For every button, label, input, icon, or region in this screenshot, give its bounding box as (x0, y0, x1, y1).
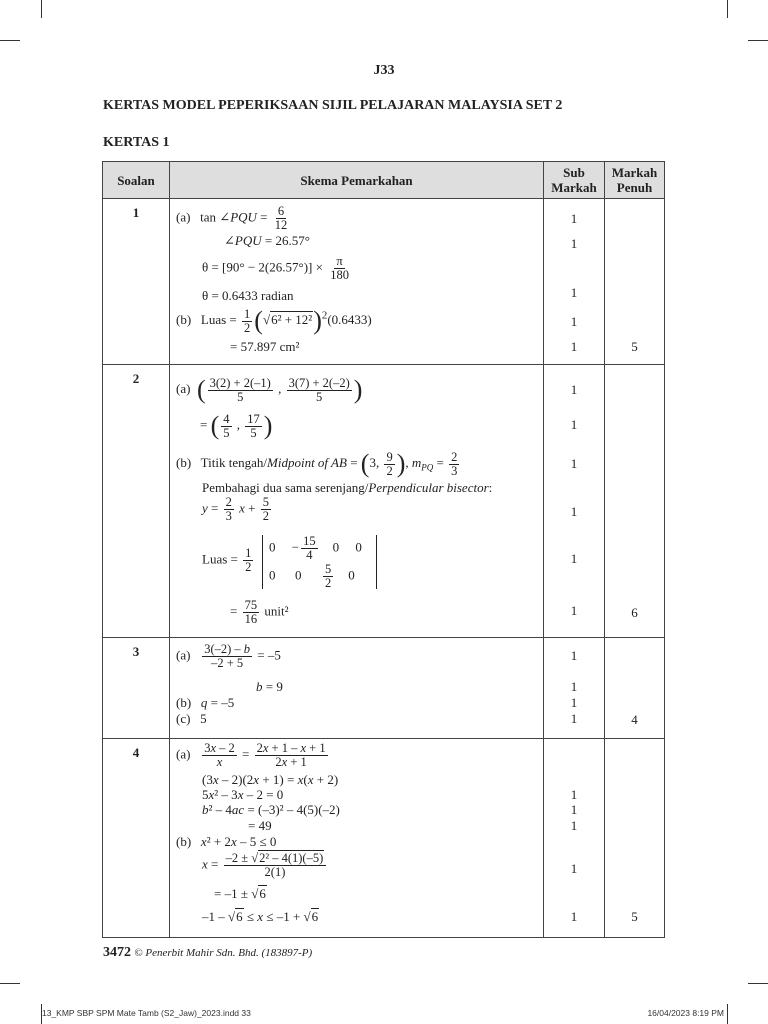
full-mark: 5 (631, 339, 638, 354)
step: (a) ( $\frac{3(2) + 2(-1)}{5}$ , $\frac{3(7) + 2(-2)}{5}$ ) (176, 375, 363, 404)
step: 5x² – 3x – 2 = 0 (202, 787, 284, 802)
sub-mark: 1 (570, 787, 578, 802)
step: (b) Titik tengah/Midpoint of AB = (3, $\frac{9}{2}$ ), $m_{PQ}$ = $\frac{2}{3}$ (176, 449, 458, 478)
step: –1 – √6 ≤ x ≤ –1 + √6 (202, 909, 319, 924)
crop-mark (727, 1004, 728, 1024)
crop-mark (0, 40, 20, 41)
header-soalan: Soalan (103, 162, 170, 199)
step: (a) $\frac{3(-2) - b}{-2 + 5}$ = –5 (176, 642, 281, 670)
step: = $\frac{75}{16}$ unit² (230, 598, 289, 626)
table-row (103, 199, 665, 365)
sub-mark: 1 (570, 802, 578, 817)
crop-mark (41, 0, 42, 18)
header-markah-penuh: Markah Penuh (605, 162, 665, 199)
sub-mark-cell (544, 365, 605, 638)
sub-mark: 1 (570, 695, 578, 710)
table-row (103, 638, 665, 739)
crop-mark (748, 40, 768, 41)
page-code: J33 (373, 63, 395, 78)
step: (b) q = –5 (176, 695, 235, 710)
full-mark-cell (605, 739, 665, 938)
step: (a) $\frac{3x - 2}{x}$ = $\frac{2x + 1 - x + 1}{2x + 1}$ (176, 741, 326, 769)
sub-mark: 1 (570, 648, 578, 663)
step: = 57.897 cm² (230, 339, 300, 354)
sub-mark: 1 (570, 314, 578, 329)
print-date-info: 16/04/2023 8:19 PM (647, 1008, 724, 1018)
scheme-cell (170, 199, 544, 365)
step: (a) tan ∠PQU = $\frac{6}{12}$ (176, 204, 288, 232)
sub-mark: 1 (570, 909, 578, 924)
step: y = $\frac{2}{3}$ x + $\frac{5}{2}$ (202, 495, 269, 523)
copyright-text: © Penerbit Mahir Sdn. Bhd. (183897-P) (134, 947, 313, 959)
question-number: 2 (103, 365, 170, 638)
step: 0 0 $\frac{5}{2}$ 0 (269, 562, 355, 590)
sub-mark-cell (544, 638, 605, 739)
question-number: 1 (103, 199, 170, 365)
step: (b) Luas = $\frac{1}{2}$ $(√6^2 + 12^2)^2(0.6433)$ (176, 306, 372, 335)
sub-mark: 1 (570, 711, 578, 726)
sub-mark: 1 (570, 818, 578, 833)
crop-mark (0, 983, 20, 984)
sub-mark: 1 (570, 236, 578, 251)
page-footer (103, 944, 312, 961)
table-row (103, 365, 665, 638)
sub-mark-cell (544, 199, 605, 365)
full-mark: 5 (631, 909, 638, 924)
page-number: 3472 (103, 945, 131, 960)
question-number: 4 (103, 739, 170, 938)
step: = 49 (248, 818, 272, 833)
sub-mark: 1 (570, 417, 578, 432)
crop-mark (748, 983, 768, 984)
crop-mark (727, 0, 728, 18)
header-skema: Skema Pemarkahan (170, 162, 544, 199)
sub-mark-cell (544, 739, 605, 938)
sub-mark: 1 (570, 285, 578, 300)
full-mark: 6 (631, 605, 638, 620)
step: b = 9 (256, 679, 283, 694)
step: = –1 ± √6 (214, 886, 266, 901)
step: Luas = $\frac{1}{2}$ (202, 546, 252, 574)
table-row (103, 739, 665, 938)
full-mark-cell (605, 638, 665, 739)
step: x = $\frac{\text{–2 ± √2² – 4(1)(–5)}}{2(1)}$ (202, 852, 328, 879)
determinant-bar (376, 535, 377, 589)
step: Pembahagi dua sama serenjang/Perpendicular bisector: (202, 480, 493, 495)
scheme-cell (170, 739, 544, 938)
sub-mark: 1 (570, 211, 578, 226)
scheme-cell (170, 365, 544, 638)
sub-mark: 1 (570, 679, 578, 694)
marking-scheme-table (102, 161, 665, 938)
step: θ = [90° − 2(26.57°)] × $\frac{\pi}{180}$ (202, 254, 349, 282)
step: b² – 4ac = (–3)² – 4(5)(–2) (202, 802, 340, 817)
paper-title: KERTAS 1 (103, 135, 170, 150)
sub-mark: 1 (570, 861, 578, 876)
sub-mark: 1 (570, 456, 578, 471)
scheme-cell (170, 638, 544, 739)
full-mark-cell (605, 365, 665, 638)
print-file-info: 13_KMP SBP SPM Mate Tamb (S2_Jaw)_2023.indd 33 (42, 1008, 251, 1018)
step: ∠PQU = 26.57° (224, 233, 310, 248)
step: = ( $\frac{4}{5}$ , $\frac{17}{5}$ ) (200, 411, 273, 440)
sub-mark: 1 (570, 382, 578, 397)
document-title: KERTAS MODEL PEPERIKSAAN SIJIL PELAJARAN MALAYSIA SET 2 (103, 98, 563, 113)
sub-mark: 1 (570, 551, 578, 566)
step: θ = 0.6433 radian (202, 288, 294, 303)
step: 0 − $\frac{15}{4}$ 0 0 (269, 534, 362, 562)
sub-mark: 1 (570, 339, 578, 354)
table-header-row (103, 162, 665, 199)
sub-mark: 1 (570, 603, 578, 618)
step: (3x – 2)(2x + 1) = x(x + 2) (202, 772, 339, 787)
question-number: 3 (103, 638, 170, 739)
full-mark-cell (605, 199, 665, 365)
full-mark: 4 (631, 712, 638, 727)
header-sub-markah: Sub Markah (544, 162, 605, 199)
step: (b) x² + 2x – 5 ≤ 0 (176, 834, 277, 849)
sub-mark: 1 (570, 504, 578, 519)
determinant-bar (262, 535, 263, 589)
step: (c) 5 (176, 711, 207, 726)
